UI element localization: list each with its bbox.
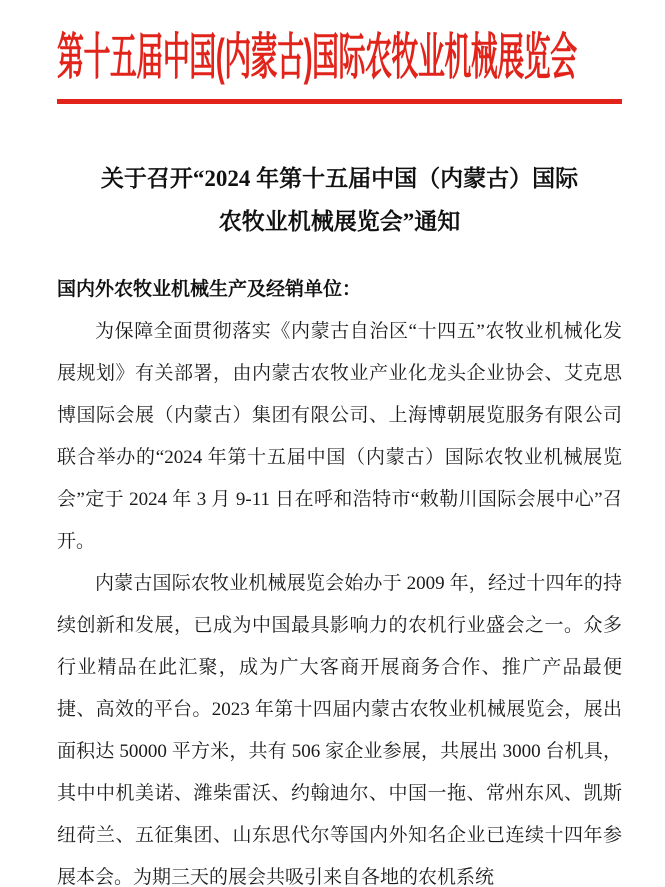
notice-title xyxy=(57,157,622,243)
notice-title-line-2: 农牧业机械展览会”通知 xyxy=(218,209,461,234)
body-paragraph-1: 为保障全面贯彻落实《内蒙古自治区“十四五”农牧业机械化发展规划》有关部署，由内蒙古农牧业产业化龙头企业协会、艾克思博国际会展（内蒙古）集团有限公司、上海博朝展览服务有限公司联合举办的“2024 年第十五届中国（内蒙古）国际农牧业机械展览会”定于 2024 年 3 月 9-11 日在呼和浩特市“敕勒川国际会展中心”召开。 xyxy=(57,321,622,552)
salutation-line: 国内外农牧业机械生产及经销单位： xyxy=(57,279,362,300)
masthead-divider-rule xyxy=(57,99,622,104)
body-paragraph-2: 内蒙古国际农牧业机械展览会始办于 2009 年，经过十四年的持续创新和发展，已成为中国最具影响力的农机行业盛会之一。众多行业精品在此汇聚，成为广大客商开展商务合作、推广产品最便捷、高效的平台。2023 年第十四届内蒙古农牧业机械展览会，展出面积达 50000 平方米，共有 506 家企业参展，共展出 3000 台机具，其中中机美诺、潍柴雷沃、约翰迪尔、中国一拖、常州东风、凯斯纽荷兰、五征集团、山东思代尔等国内外知名企业已连续十四年参展本会。为期三天的展会共吸引来自各地的农机系统 xyxy=(57,573,622,887)
masthead xyxy=(57,26,622,104)
notice-title-line-1: 关于召开“2024 年第十五届中国（内蒙古）国际 xyxy=(100,166,579,191)
exhibition-masthead-title: 第十五届中国(内蒙古)国际农牧业机械展览会 xyxy=(57,29,577,85)
